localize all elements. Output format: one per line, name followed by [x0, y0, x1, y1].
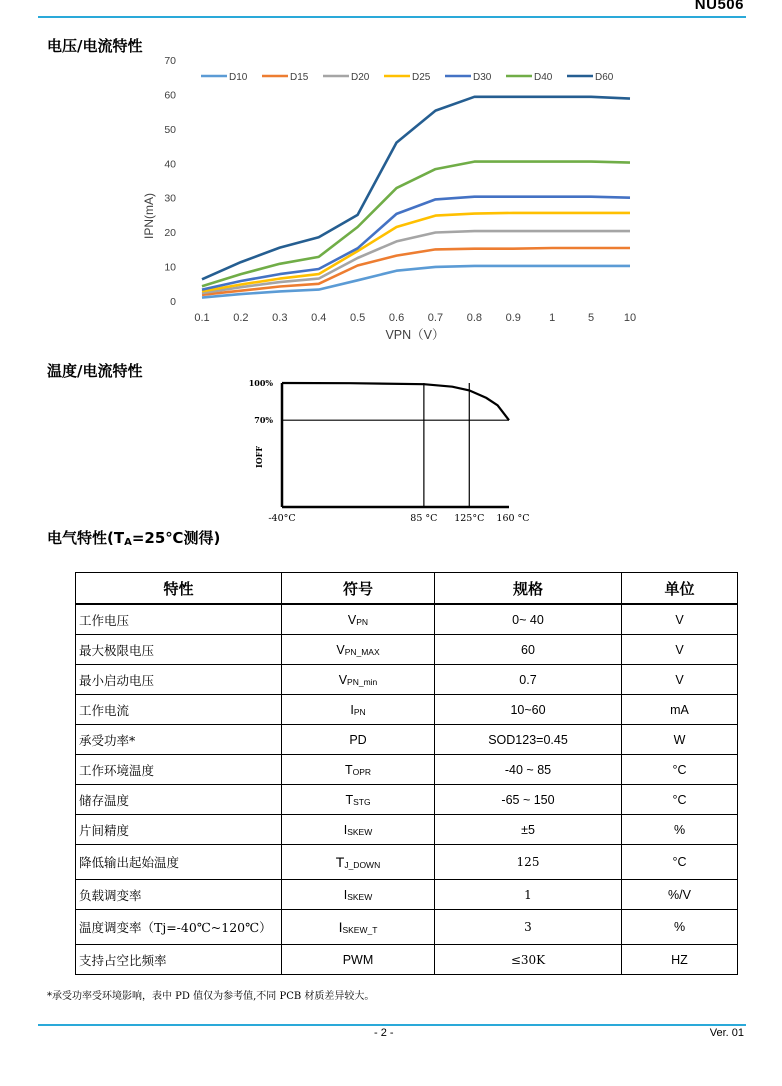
cell-symbol: $T_{OPR}$	[282, 755, 435, 785]
iv-x-tick-label: 0.5	[349, 312, 366, 324]
cell-unit: %	[622, 815, 738, 845]
temp-section-title: 温度/电流特性	[47, 362, 143, 380]
header-characteristic: 特性	[76, 573, 282, 605]
iv-x-tick-label: 5	[588, 312, 595, 324]
iv-x-tick-label: 10	[623, 312, 637, 324]
version-label: Ver. 01	[709, 1027, 744, 1039]
table-row	[76, 785, 738, 815]
cell-characteristic: 最小启动电压	[76, 665, 282, 695]
iv-x-tick-label: 0.4	[311, 312, 327, 324]
cell-unit: mA	[622, 695, 738, 725]
cell-unit: %/V	[622, 880, 738, 910]
cell-unit: V	[622, 635, 738, 665]
page-number: - 2 -	[374, 1027, 394, 1039]
cell-unit: °C	[622, 845, 738, 880]
cell-characteristic: 支持占空比频率	[76, 945, 282, 975]
header-rule	[38, 16, 746, 18]
iv-series-d20	[202, 231, 630, 293]
table-row	[76, 845, 738, 880]
temp-chart	[245, 372, 545, 530]
cell-symbol: $I_{SKEW}$	[282, 880, 435, 910]
iv-x-tick-label: 0.6	[388, 312, 405, 324]
cell-characteristic: 工作环境温度	[76, 755, 282, 785]
cell-spec: ±5	[435, 815, 622, 845]
cell-symbol: PD	[282, 725, 435, 755]
header-spec: 规格	[435, 573, 622, 605]
iv-y-tick-label: 0	[170, 296, 176, 308]
iv-x-tick-label: 0.7	[427, 312, 444, 324]
temp-x-tick-label: -40°C	[268, 513, 296, 524]
cell-characteristic: 储存温度	[76, 785, 282, 815]
cell-characteristic: 片间精度	[76, 815, 282, 845]
iv-y-tick-label: 40	[164, 158, 176, 171]
iv-x-tick-label: 0.1	[194, 312, 210, 324]
header-unit: 单位	[622, 573, 738, 605]
cell-symbol: $V_{PN\_min}$	[282, 665, 435, 695]
table-row	[76, 945, 738, 975]
table-row	[76, 910, 738, 945]
cell-symbol: $V_{PN}$	[282, 604, 435, 635]
cell-spec: 0~ 40	[435, 604, 622, 635]
cell-characteristic: 工作电压	[76, 604, 282, 635]
legend-label: D40	[534, 72, 553, 83]
cell-spec: 3	[435, 910, 622, 945]
header-symbol: 符号	[282, 573, 435, 605]
cell-characteristic: 承受功率*	[76, 725, 282, 755]
iv-x-tick-label: 0.3	[272, 312, 288, 324]
legend-label: D25	[412, 72, 431, 83]
cell-unit: °C	[622, 785, 738, 815]
table-row	[76, 815, 738, 845]
cell-characteristic: 负载调变率	[76, 880, 282, 910]
legend-label: D20	[351, 72, 370, 83]
table-row	[76, 725, 738, 755]
temp-y-tick-label: 100%	[248, 378, 273, 388]
cell-characteristic: 温度调变率（Tj=-40℃~120℃）	[76, 910, 282, 945]
iv-y-tick-label: 10	[164, 261, 176, 274]
iv-y-tick-label: 30	[164, 192, 176, 205]
table-header-row	[76, 573, 738, 605]
spec-table	[75, 572, 738, 975]
cell-spec: 60	[435, 635, 622, 665]
temp-curve-line	[282, 383, 509, 420]
temp-x-tick-label: 125°C	[454, 513, 485, 524]
legend-label: D10	[229, 72, 248, 83]
cell-symbol: $I_{PN}$	[282, 695, 435, 725]
iv-y-tick-label: 70	[164, 55, 176, 67]
cell-symbol: $T_{J\_DOWN}$	[282, 845, 435, 880]
temp-x-tick-label: 160 °C	[496, 513, 530, 524]
cell-unit: V	[622, 604, 738, 635]
part-number: NU506	[694, 0, 744, 13]
iv-y-tick-label: 20	[164, 227, 176, 240]
cell-unit: HZ	[622, 945, 738, 975]
legend-label: D15	[290, 72, 309, 83]
legend-label: D60	[595, 72, 614, 83]
cell-characteristic: 最大极限电压	[76, 635, 282, 665]
iv-series-d30	[202, 197, 630, 290]
cell-symbol: PWM	[282, 945, 435, 975]
footer-rule	[38, 1024, 746, 1026]
cell-characteristic: 降低输出起始温度	[76, 845, 282, 880]
cell-symbol: $I_{SKEW}$	[282, 815, 435, 845]
temp-x-tick-label: 85 °C	[410, 513, 438, 524]
table-row	[76, 695, 738, 725]
cell-symbol: $T_{STG}$	[282, 785, 435, 815]
cell-spec: 1	[435, 880, 622, 910]
cell-spec: 0.7	[435, 665, 622, 695]
table-row	[76, 665, 738, 695]
electrical-section-title: 电气特性(TA=25℃测得)	[47, 529, 221, 548]
cell-spec: -40 ~ 85	[435, 755, 622, 785]
iv-series-d15	[202, 248, 630, 295]
cell-unit: %	[622, 910, 738, 945]
iv-chart	[130, 50, 640, 350]
temp-y-tick-label: 70%	[254, 415, 273, 426]
table-row	[76, 755, 738, 785]
cell-symbol: $V_{PN\_MAX}$	[282, 635, 435, 665]
iv-y-tick-label: 50	[164, 123, 176, 136]
cell-spec: ≤30K	[435, 945, 622, 975]
iv-section-title: 电压/电流特性	[47, 37, 143, 55]
cell-spec: 10~60	[435, 695, 622, 725]
temp-y-axis-label: IOFF	[254, 445, 264, 469]
cell-unit: V	[622, 665, 738, 695]
iv-x-tick-label: 0.2	[233, 312, 249, 324]
iv-y-tick-label: 60	[164, 89, 176, 102]
table-row	[76, 635, 738, 665]
table-row	[76, 604, 738, 635]
legend-label: D30	[473, 72, 492, 83]
table-row	[76, 880, 738, 910]
cell-characteristic: 工作电流	[76, 695, 282, 725]
iv-x-tick-label: 1	[549, 312, 556, 324]
footnote: *承受功率受环境影响，表中 PD 值仅为参考值,不同 PCB 材质差异较大。	[47, 991, 375, 1002]
cell-unit: °C	[622, 755, 738, 785]
cell-symbol: $I_{SKEW\_T}$	[282, 910, 435, 945]
cell-spec: 125	[435, 845, 622, 880]
iv-x-tick-label: 0.9	[505, 312, 521, 324]
iv-x-tick-label: 0.8	[466, 312, 483, 324]
iv-x-axis-label: VPN（V）	[385, 328, 445, 342]
cell-spec: -65 ~ 150	[435, 785, 622, 815]
cell-spec: SOD123=0.45	[435, 725, 622, 755]
cell-unit: W	[622, 725, 738, 755]
iv-y-axis-label: IPN(mA)	[142, 193, 156, 239]
